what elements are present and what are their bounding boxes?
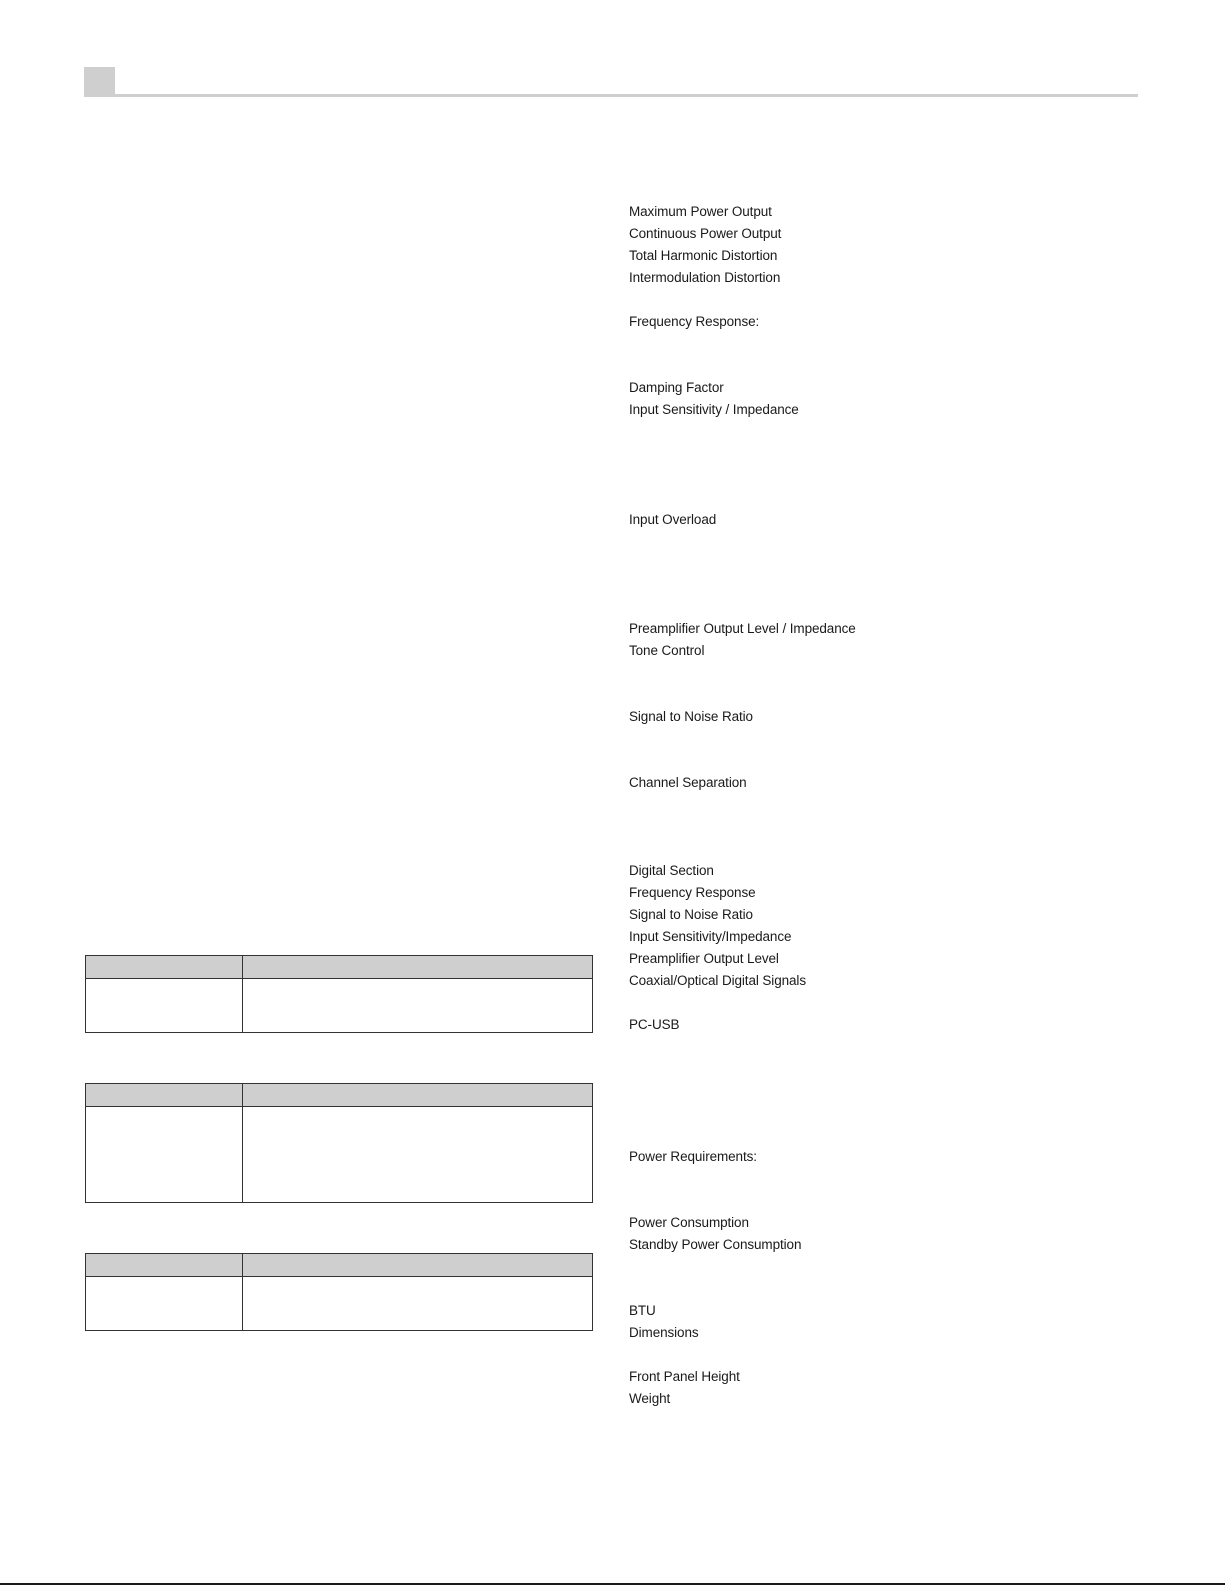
spec-label-btu: BTU bbox=[629, 1303, 656, 1318]
spec-label-continuous-power-output: Continuous Power Output bbox=[629, 226, 782, 241]
spec-label-digital-input-sensitivity-impedance: Input Sensitivity/Impedance bbox=[629, 929, 792, 944]
column-divider bbox=[242, 1107, 243, 1202]
spec-label-channel-separation: Channel Separation bbox=[629, 775, 747, 790]
spec-label-tone-control: Tone Control bbox=[629, 643, 705, 658]
table-header-row bbox=[86, 956, 592, 979]
spec-label-damping-factor: Damping Factor bbox=[629, 380, 724, 395]
spec-label-preamp-output-level-impedance: Preamplifier Output Level / Impedance bbox=[629, 621, 856, 636]
spec-table-1 bbox=[85, 955, 593, 1033]
spec-label-power-requirements: Power Requirements: bbox=[629, 1149, 757, 1164]
spec-label-intermodulation-distortion: Intermodulation Distortion bbox=[629, 270, 781, 285]
spec-label-digital-section: Digital Section bbox=[629, 863, 714, 878]
spec-table-3 bbox=[85, 1253, 593, 1331]
spec-label-power-consumption: Power Consumption bbox=[629, 1215, 749, 1230]
spec-label-input-sensitivity-impedance: Input Sensitivity / Impedance bbox=[629, 402, 799, 417]
column-divider bbox=[242, 956, 243, 978]
spec-label-front-panel-height: Front Panel Height bbox=[629, 1369, 740, 1384]
spec-label-digital-frequency-response: Frequency Response bbox=[629, 885, 756, 900]
spec-table-2 bbox=[85, 1083, 593, 1203]
spec-label-signal-to-noise-ratio: Signal to Noise Ratio bbox=[629, 709, 753, 724]
header-rule bbox=[84, 94, 1138, 97]
column-divider bbox=[242, 1084, 243, 1106]
spec-label-coaxial-optical-digital-signals: Coaxial/Optical Digital Signals bbox=[629, 973, 806, 988]
column-divider bbox=[242, 1277, 243, 1330]
spec-label-total-harmonic-distortion: Total Harmonic Distortion bbox=[629, 248, 778, 263]
spec-label-standby-power-consumption: Standby Power Consumption bbox=[629, 1237, 802, 1252]
spec-label-digital-signal-to-noise-ratio: Signal to Noise Ratio bbox=[629, 907, 753, 922]
table-header-row bbox=[86, 1084, 592, 1107]
spec-label-weight: Weight bbox=[629, 1391, 671, 1406]
spec-label-frequency-response: Frequency Response: bbox=[629, 314, 760, 329]
table-row bbox=[86, 979, 592, 1032]
spec-label-digital-preamp-output-level: Preamplifier Output Level bbox=[629, 951, 779, 966]
table-row bbox=[86, 1277, 592, 1330]
table-row bbox=[86, 1107, 592, 1202]
spec-label-input-overload: Input Overload bbox=[629, 512, 717, 527]
spec-label-dimensions: Dimensions bbox=[629, 1325, 699, 1340]
spec-label-pc-usb: PC-USB bbox=[629, 1017, 680, 1032]
column-divider bbox=[242, 979, 243, 1032]
spec-label-max-power-output: Maximum Power Output bbox=[629, 204, 772, 219]
header-tab-marker bbox=[84, 67, 115, 96]
column-divider bbox=[242, 1254, 243, 1276]
table-header-row bbox=[86, 1254, 592, 1277]
